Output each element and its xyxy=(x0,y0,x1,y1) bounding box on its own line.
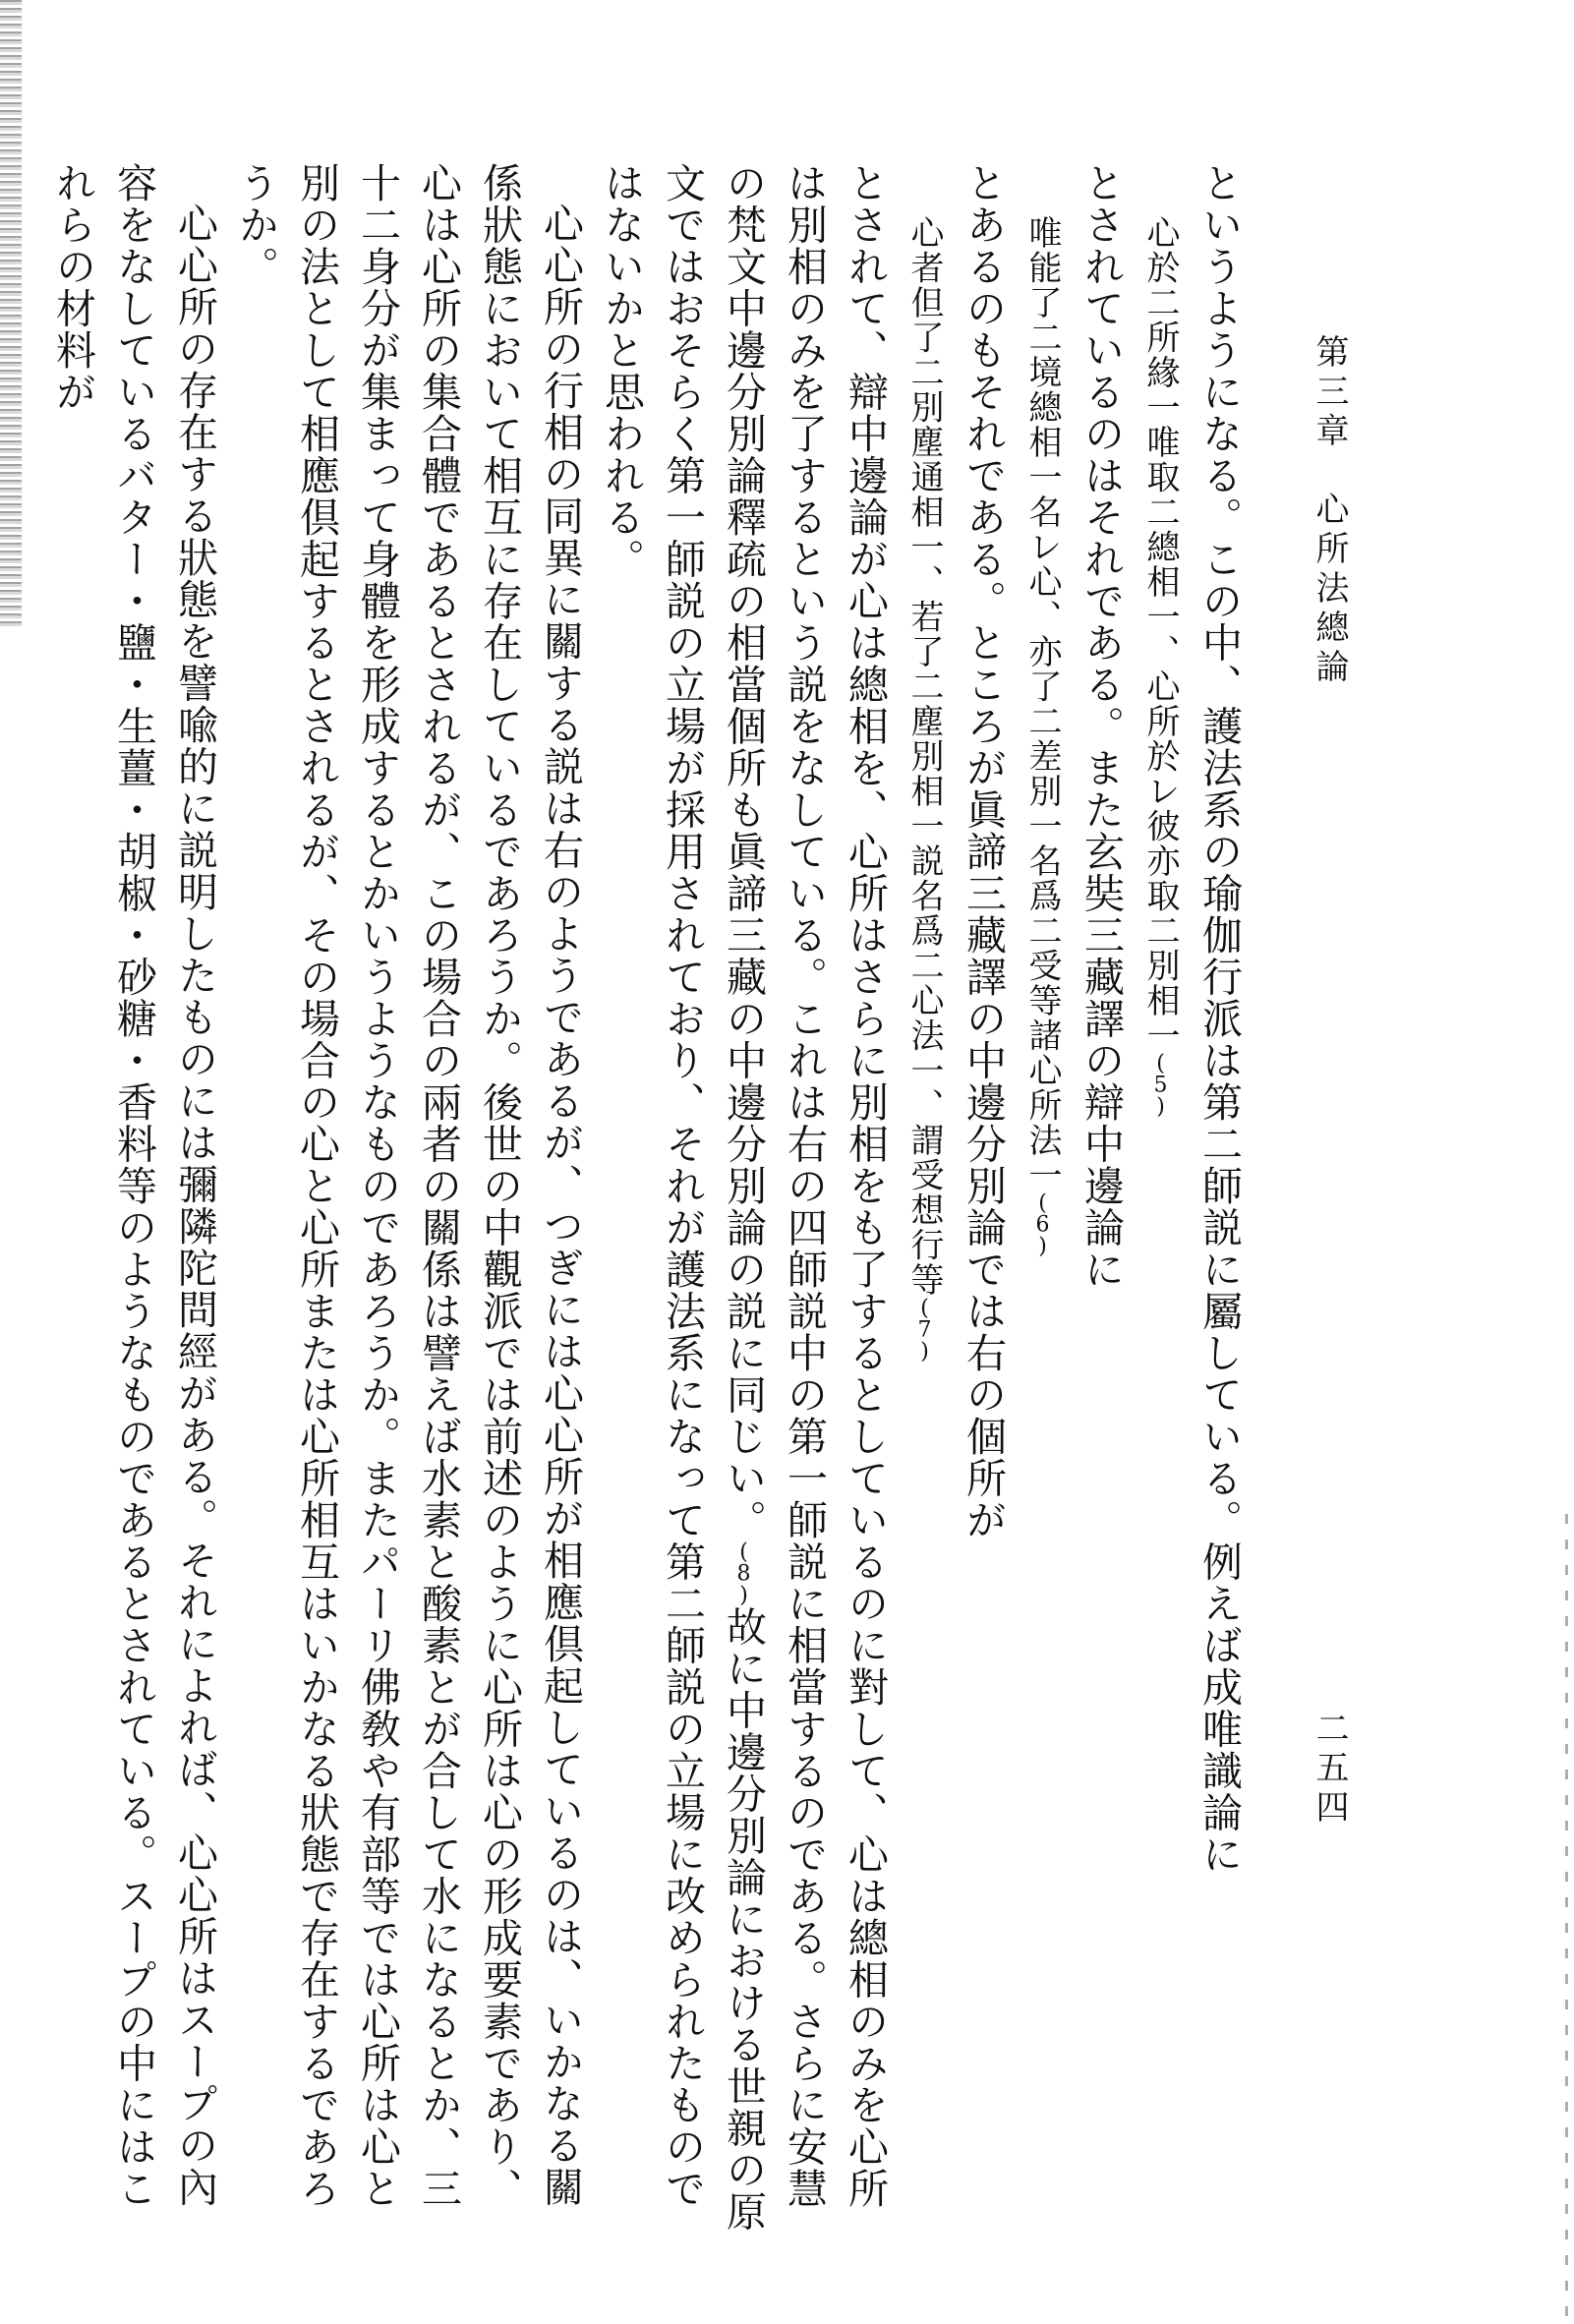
footnote-ref: (5) xyxy=(1153,1053,1168,1118)
quotation-text: 心者但了二別塵通相一、若了二塵別相一説名爲二心法一、謂受想行等 xyxy=(904,215,944,1298)
footnote-ref: (8) xyxy=(736,1540,751,1606)
body-text xyxy=(49,162,1250,2246)
scan-edge-shadow xyxy=(0,0,22,629)
quotation-2 xyxy=(1014,162,1071,2246)
footnote-ref: (6) xyxy=(1035,1192,1050,1257)
quotation-text: 心於二所緣一唯取二總相一、心所於レ彼亦取二別相一 xyxy=(1140,215,1180,1053)
footnote-ref: (7) xyxy=(917,1297,932,1363)
paragraph-3: とあるのもそれである。ところが眞諦三藏譯の中邊分別論では右の個所が xyxy=(960,162,1007,1541)
paragraph-4: とされて、辯中邊論が心は總相を、心所はさらに別相をも了するとしているのに對して、心は總相のみを心所は別相のみを了するという説をなしている。これは右の四師説中の第一師説に相當するのである。さらに安慧の梵文中邊分別論釋疏の相當個所も眞諦三藏の中邊分別論の説に同じい。(8)故に中邊分別論における世親の原文ではおそらく第一師説の立場が採用されており、それが護法系になって第二師説の立場に改められたものではないかと思われる。 xyxy=(598,162,889,2233)
running-head: 第三章 心所法總論 xyxy=(1310,334,1349,688)
scan-edge-right xyxy=(1565,1514,1568,2320)
paragraph-5: 心心所の行相の同異に關する説は右のようであるが、つぎには心心所が相應倶起しているのは、いかなる關係狀態において相互に存在しているであろうか。後世の中觀派では前述のように心所は心の形成要素であり、心は心所の集合體であるとされるが、この場合の兩者の關係は譬えば水素と酸素とが合して水になるとか、三十二身分が集まって身體を形成するとかいうようなものであろうか。またパーリ佛敎や有部等では心所は心と別の法として相應倶起するとされるが、その場合の心と心所または心所相互はいかなる狀態で存在するであろうか。 xyxy=(232,162,584,2210)
quotation-1 xyxy=(1132,162,1189,2246)
paragraph-2: とされているのはそれである。また玄奘三藏譯の辯中邊論に xyxy=(1078,162,1125,1291)
paragraph-6: 心心所の存在する狀態を譬喩的に説明したものには彌隣陀問經がある。それによれば、心心所はスープの內容をなしているバター・鹽・生薑・胡椒・砂糖・香料等のようなものであるとされている。スープの中にはこれらの材料が xyxy=(49,162,218,2210)
paragraph-1: というようになる。この中、護法系の瑜伽行派は第二師説に屬している。例えば成唯識論に xyxy=(1195,162,1243,1876)
quotation-3 xyxy=(896,162,953,2246)
page-number: 二五四 xyxy=(1310,1711,1349,1829)
quotation-text: 唯能了二境總相一名レ心、亦了二差別一名爲二受等諸心所法一 xyxy=(1022,215,1062,1192)
